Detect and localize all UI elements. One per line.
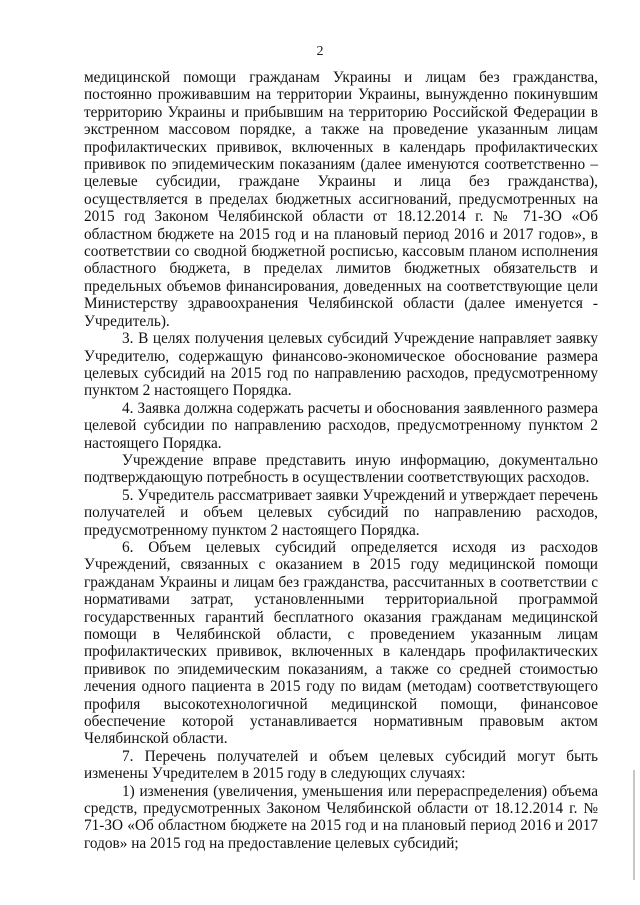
paragraph-item-6: 6. Объем целевых субсидий определяется исходя из расходов Учреждений, связанных с оказанием в 2015 году медицинской помощи гражданам Украины и лицам без гражданства, рассчитанных в соответствии с нормативами затрат, установленными территориальной программой государственных гарантий бесплатного оказания гражданам медицинской помощи в Челябинской области, с проведением указанным лицам профилактических прививок, включенных в календарь профилактических прививок по эпидемическим показаниям, а также со средней стоимостью лечения одного пациента в 2015 году по видам (методам) соответствующего профиля высокотехнологичной медицинской помощи, финансовое обеспечение которой устанавливается нормативным правовым актом Челябинской области. (84, 538, 598, 748)
scan-edge-mark (633, 770, 635, 880)
paragraph-item-4-extra: Учреждение вправе представить иную информацию, документально подтверждающую потребность в осуществлении соответствующих расходов. (84, 451, 598, 487)
paragraph-item-4: 4. Заявка должна содержать расчеты и обоснования заявленного размера целевой субсидии по направлению расходов, предусмотренному пунктом 2 настоящего Порядка. (84, 399, 598, 452)
paragraph-item-3: 3. В целях получения целевых субсидий Учреждение направляет заявку Учредителю, содержащую финансово-экономическое обоснование размера целевых субсидий на 2015 год по направлению расходов, предусмотренному пунктом 2 настоящего Порядка. (84, 330, 598, 400)
paragraph-item-7-1: 1) изменения (увеличения, уменьшения или перераспределения) объема средств, предусмотренных Законом Челябинской области от 18.12.2014 г. № 71-ЗО «Об областном бюджете на 2015 год и на плановый период 2016 и 2017 годов» на 2015 год на предоставление целевых субсидий; (84, 782, 598, 852)
page-number: 2 (316, 44, 324, 59)
paragraph-item-7: 7. Перечень получателей и объем целевых субсидий могут быть изменены Учредителем в 2015 году в следующих случаях: (84, 747, 598, 783)
paragraph-item-5: 5. Учредитель рассматривает заявки Учреждений и утверждает перечень получателей и объем целевых субсидий по направлению расходов, предусмотренному пунктом 2 настоящего Порядка. (84, 486, 598, 539)
paragraph-continuation: медицинской помощи гражданам Украины и лицам без гражданства, постоянно проживавшим на территории Украины, вынужденно покинувшим территорию Украины и прибывшим на территорию Российской Федерации в экстренном массовом порядке, а также на проведение указанным лицам профилактических прививок, включенных в календарь профилактических прививок по эпидемическим показаниям (далее именуются соответственно – целевые субсидии, граждане Украины и лица без гражданства), осуществляется в пределах бюджетных ассигнований, предусмотренных на 2015 год Законом Челябинской области от 18.12.2014 г. № 71-ЗО «Об областном бюджете на 2015 год и на плановый период 2016 и 2017 годов», в соответствии со сводной бюджетной росписью, кассовым планом исполнения областного бюджета, в пределах лимитов бюджетных обязательств и предельных объемов финансирования, доведенных на соответствующие цели Министерству здравоохранения Челябинской области (далее именуется - Учредитель). (84, 69, 598, 330)
document-body (84, 69, 598, 852)
